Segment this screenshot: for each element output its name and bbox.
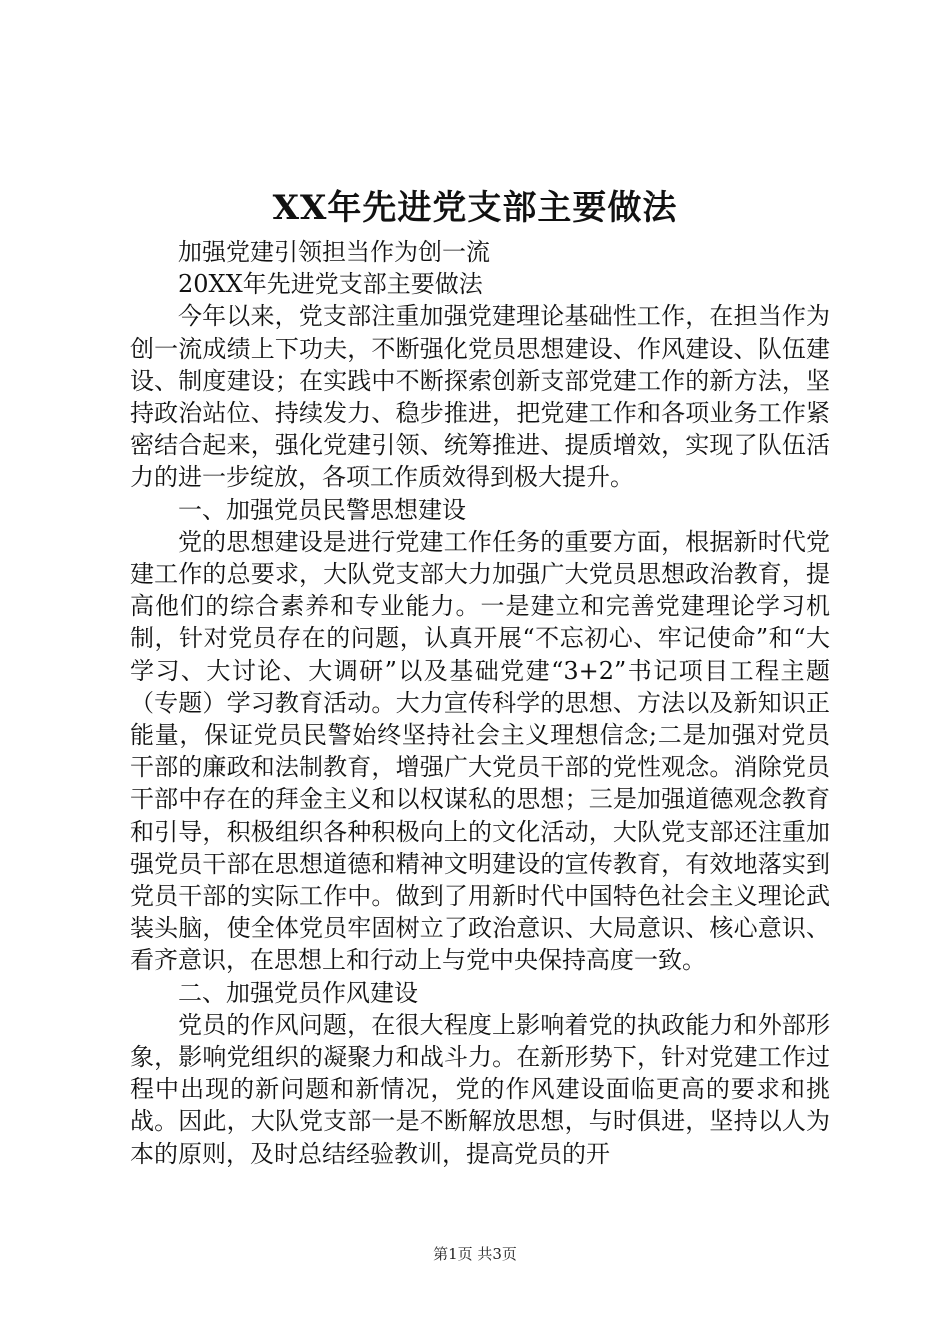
subtitle-line-1: 加强党建引领担当作为创一流 bbox=[178, 238, 490, 266]
paragraph-section-1: 党的思想建设是进行党建工作任务的重要方面，根据新时代党建工作的总要求，大队党支部大力加强广大党员思想政治教育，提高他们的综合素养和专业能力。一是建立和完善党建理论学习机制，针对党员存在的问题，认真开展“不忘初心、牢记使命”和“大学习、大讨论、大调研”以及基础党建“3+2”书记项目工程主题（专题）学习教育活动。大力宣传科学的思想、方法以及新知识正能量，保证党员民警始终坚持社会主义理想信念;二是加强对党员干部的廉政和法制教育，增强广大党员干部的党性观念。消除党员干部中存在的拜金主义和以权谋私的思想；三是加强道德观念教育和引导，积极组织各种积极向上的文化活动，大队党支部还注重加强党员干部在思想道德和精神文明建设的宣传教育，有效地落实到党员干部的实际工作中。做到了用新时代中国特色社会主义理论武装头脑，使全体党员牢固树立了政治意识、大局意识、核心意识、看齐意识，在思想上和行动上与党中央保持高度一致。 bbox=[130, 527, 830, 975]
section-heading-2: 二、加强党员作风建设 bbox=[178, 978, 418, 1007]
document-body bbox=[130, 236, 830, 1170]
paragraph-section-2: 党员的作风问题，在很大程度上影响着党的执政能力和外部形象，影响党组织的凝聚力和战斗力。在新形势下，针对党建工作过程中出现的新问题和新情况，党的作风建设面临更高的要求和挑战。因此，大队党支部一是不断解放思想，与时俱进，坚持以人为本的原则，及时总结经验教训，提高党员的开 bbox=[130, 1010, 830, 1168]
paragraph-intro: 今年以来，党支部注重加强党建理论基础性工作，在担当作为创一流成绩上下功夫，不断强化党员思想建设、作风建设、队伍建设、制度建设；在实践中不断探索创新支部党建工作的新方法，坚持政治站位、持续发力、稳步推进，把党建工作和各项业务工作紧密结合起来，强化党建引领、统筹推进、提质增效，实现了队伍活力的进一步绽放，各项工作质效得到极大提升。 bbox=[130, 302, 830, 492]
page-footer: 第1页 共3页 bbox=[433, 1245, 517, 1263]
section-heading-1: 一、加强党员民警思想建设 bbox=[178, 495, 466, 524]
document-title: XX年先进党支部主要做法 bbox=[272, 188, 678, 228]
subtitle-line-2: 20XX年先进党支部主要做法 bbox=[178, 270, 483, 299]
